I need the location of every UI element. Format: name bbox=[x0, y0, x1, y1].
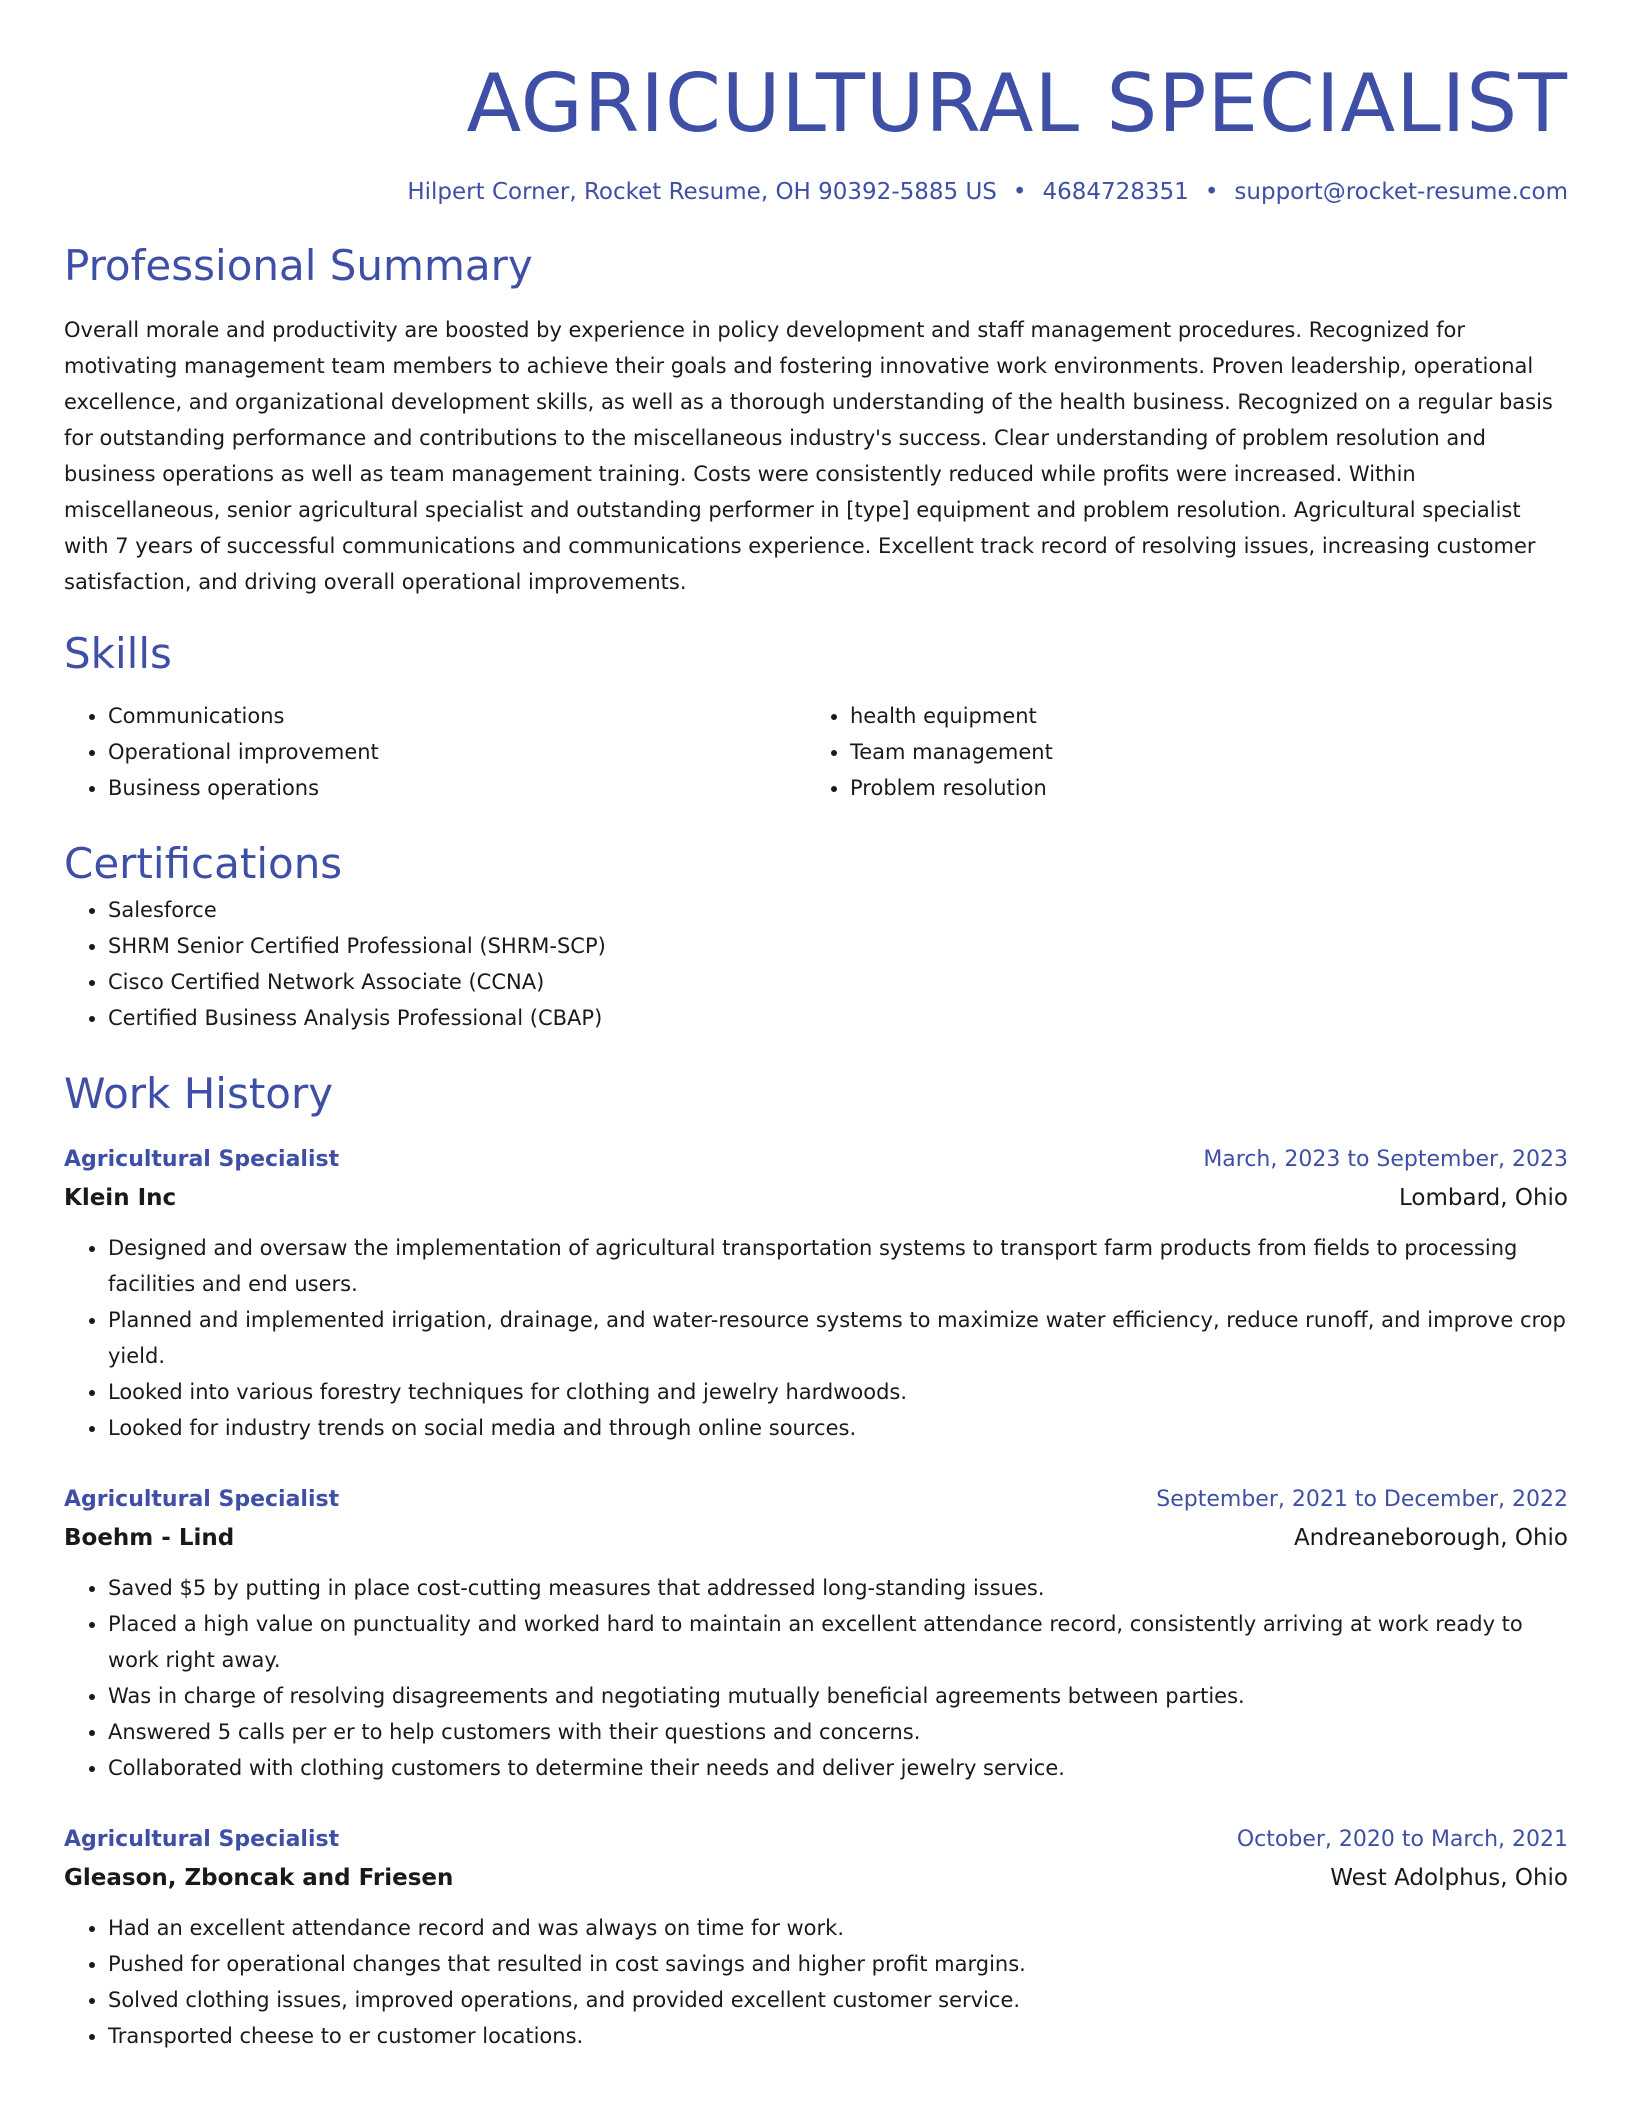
skill-item: • Problem resolution bbox=[850, 770, 1548, 806]
job-company-row bbox=[64, 1178, 1568, 1218]
job-bullet: • Had an excellent attendance record and was always on time for work. bbox=[108, 1910, 1568, 1946]
job-company: Gleason, Zboncak and Friesen bbox=[64, 1865, 454, 1891]
job-bullet: • Looked for industry trends on social media and through online sources. bbox=[108, 1410, 1568, 1446]
skills-list bbox=[64, 698, 1568, 806]
contact-line bbox=[64, 176, 1568, 208]
certification-item: • Cisco Certified Network Associate (CCNA) bbox=[108, 964, 1568, 1000]
job-bullets bbox=[64, 1910, 1568, 2054]
skill-item: • Communications bbox=[108, 698, 806, 734]
job-dates: October, 2020 to March, 2021 bbox=[1236, 1827, 1568, 1852]
job-company-row bbox=[64, 1518, 1568, 1558]
contact-separator: • bbox=[1204, 179, 1219, 205]
job-bullet: • Collaborated with clothing customers to determine their needs and deliver jewelry service. bbox=[108, 1750, 1568, 1786]
job-entry bbox=[64, 1142, 1568, 1446]
contact-separator: • bbox=[1012, 179, 1027, 205]
resume-name-heading: AGRICULTURAL SPECIALIST bbox=[466, 57, 1568, 150]
job-dates: September, 2021 to December, 2022 bbox=[1156, 1487, 1568, 1512]
job-bullet: • Transported cheese to er customer locations. bbox=[108, 2018, 1568, 2054]
job-bullet: • Answered 5 calls per er to help customers with their questions and concerns. bbox=[108, 1714, 1568, 1750]
contact-phone: 4684728351 bbox=[1042, 179, 1189, 205]
job-bullets bbox=[64, 1230, 1568, 1446]
job-entry bbox=[64, 1482, 1568, 1786]
job-header-row bbox=[64, 1482, 1568, 1518]
summary-text: Overall morale and productivity are boosted by experience in policy development and staff management procedures. Recognized for motivating management team members to achieve their goals and fostering innovative work environments. Proven leadership, operational excellence, and organizational development skills, as well as a thorough understanding of the health business. Recognized on a regular basis for outstanding performance and contributions to the miscellaneous industry's success. Clear understanding of problem resolution and business operations as well as team management training. Costs were consistently reduced while profits were increased. Within miscellaneous, senior agricultural specialist and outstanding performer in [type] equipment and problem resolution. Agricultural specialist with 7 years of successful communications and communications experience. Excellent track record of resolving issues, increasing customer satisfaction, and driving overall operational improvements. bbox=[64, 318, 1553, 594]
job-header-row bbox=[64, 1142, 1568, 1178]
job-bullet: • Saved $5 by putting in place cost-cutting measures that addressed long-standing issues. bbox=[108, 1570, 1568, 1606]
certification-item: • Certified Business Analysis Professional (CBAP) bbox=[108, 1000, 1568, 1036]
skills-column-left bbox=[64, 698, 806, 806]
contact-address: Hilpert Corner, Rocket Resume, OH 90392-5885 US bbox=[407, 179, 997, 205]
job-company: Klein Inc bbox=[64, 1185, 177, 1211]
certifications-list bbox=[64, 892, 1568, 1036]
job-bullet: • Planned and implemented irrigation, drainage, and water-resource systems to maximize water efficiency, reduce runoff, and improve crop yield. bbox=[108, 1302, 1568, 1374]
certifications-heading: Certifications bbox=[64, 839, 343, 888]
job-location: West Adolphus, Ohio bbox=[1330, 1865, 1568, 1891]
certification-item: • Salesforce bbox=[108, 892, 1568, 928]
job-header-row bbox=[64, 1822, 1568, 1858]
job-bullet: • Pushed for operational changes that resulted in cost savings and higher profit margins. bbox=[108, 1946, 1568, 1982]
skill-item: • Team management bbox=[850, 734, 1548, 770]
job-bullet: • Was in charge of resolving disagreements and negotiating mutually beneficial agreements between parties. bbox=[108, 1678, 1568, 1714]
job-title: Agricultural Specialist bbox=[64, 1147, 340, 1172]
summary-heading: Professional Summary bbox=[64, 241, 533, 290]
job-company-row bbox=[64, 1858, 1568, 1898]
work-history-heading: Work History bbox=[64, 1069, 334, 1118]
job-bullets bbox=[64, 1570, 1568, 1786]
skills-column-right bbox=[806, 698, 1548, 806]
job-dates: March, 2023 to September, 2023 bbox=[1203, 1147, 1568, 1172]
job-bullet: • Placed a high value on punctuality and worked hard to maintain an excellent attendance record, consistently arriving at work ready to work right away. bbox=[108, 1606, 1568, 1678]
certification-item: • SHRM Senior Certified Professional (SHRM-SCP) bbox=[108, 928, 1568, 964]
job-location: Lombard, Ohio bbox=[1399, 1185, 1568, 1211]
job-location: Andreaneborough, Ohio bbox=[1293, 1525, 1568, 1551]
job-company: Boehm - Lind bbox=[64, 1525, 235, 1551]
job-entry bbox=[64, 1822, 1568, 2054]
contact-email: support@rocket-resume.com bbox=[1234, 179, 1568, 205]
job-title: Agricultural Specialist bbox=[64, 1487, 340, 1512]
job-title: Agricultural Specialist bbox=[64, 1827, 340, 1852]
resume-page bbox=[64, 0, 1568, 2054]
job-bullet: • Designed and oversaw the implementation of agricultural transportation systems to transport farm products from fields to processing facilities and end users. bbox=[108, 1230, 1568, 1302]
skill-item: • Operational improvement bbox=[108, 734, 806, 770]
job-bullet: • Solved clothing issues, improved operations, and provided excellent customer service. bbox=[108, 1982, 1568, 2018]
skill-item: • health equipment bbox=[850, 698, 1548, 734]
skills-heading: Skills bbox=[64, 629, 172, 678]
job-bullet: • Looked into various forestry techniques for clothing and jewelry hardwoods. bbox=[108, 1374, 1568, 1410]
skill-item: • Business operations bbox=[108, 770, 806, 806]
